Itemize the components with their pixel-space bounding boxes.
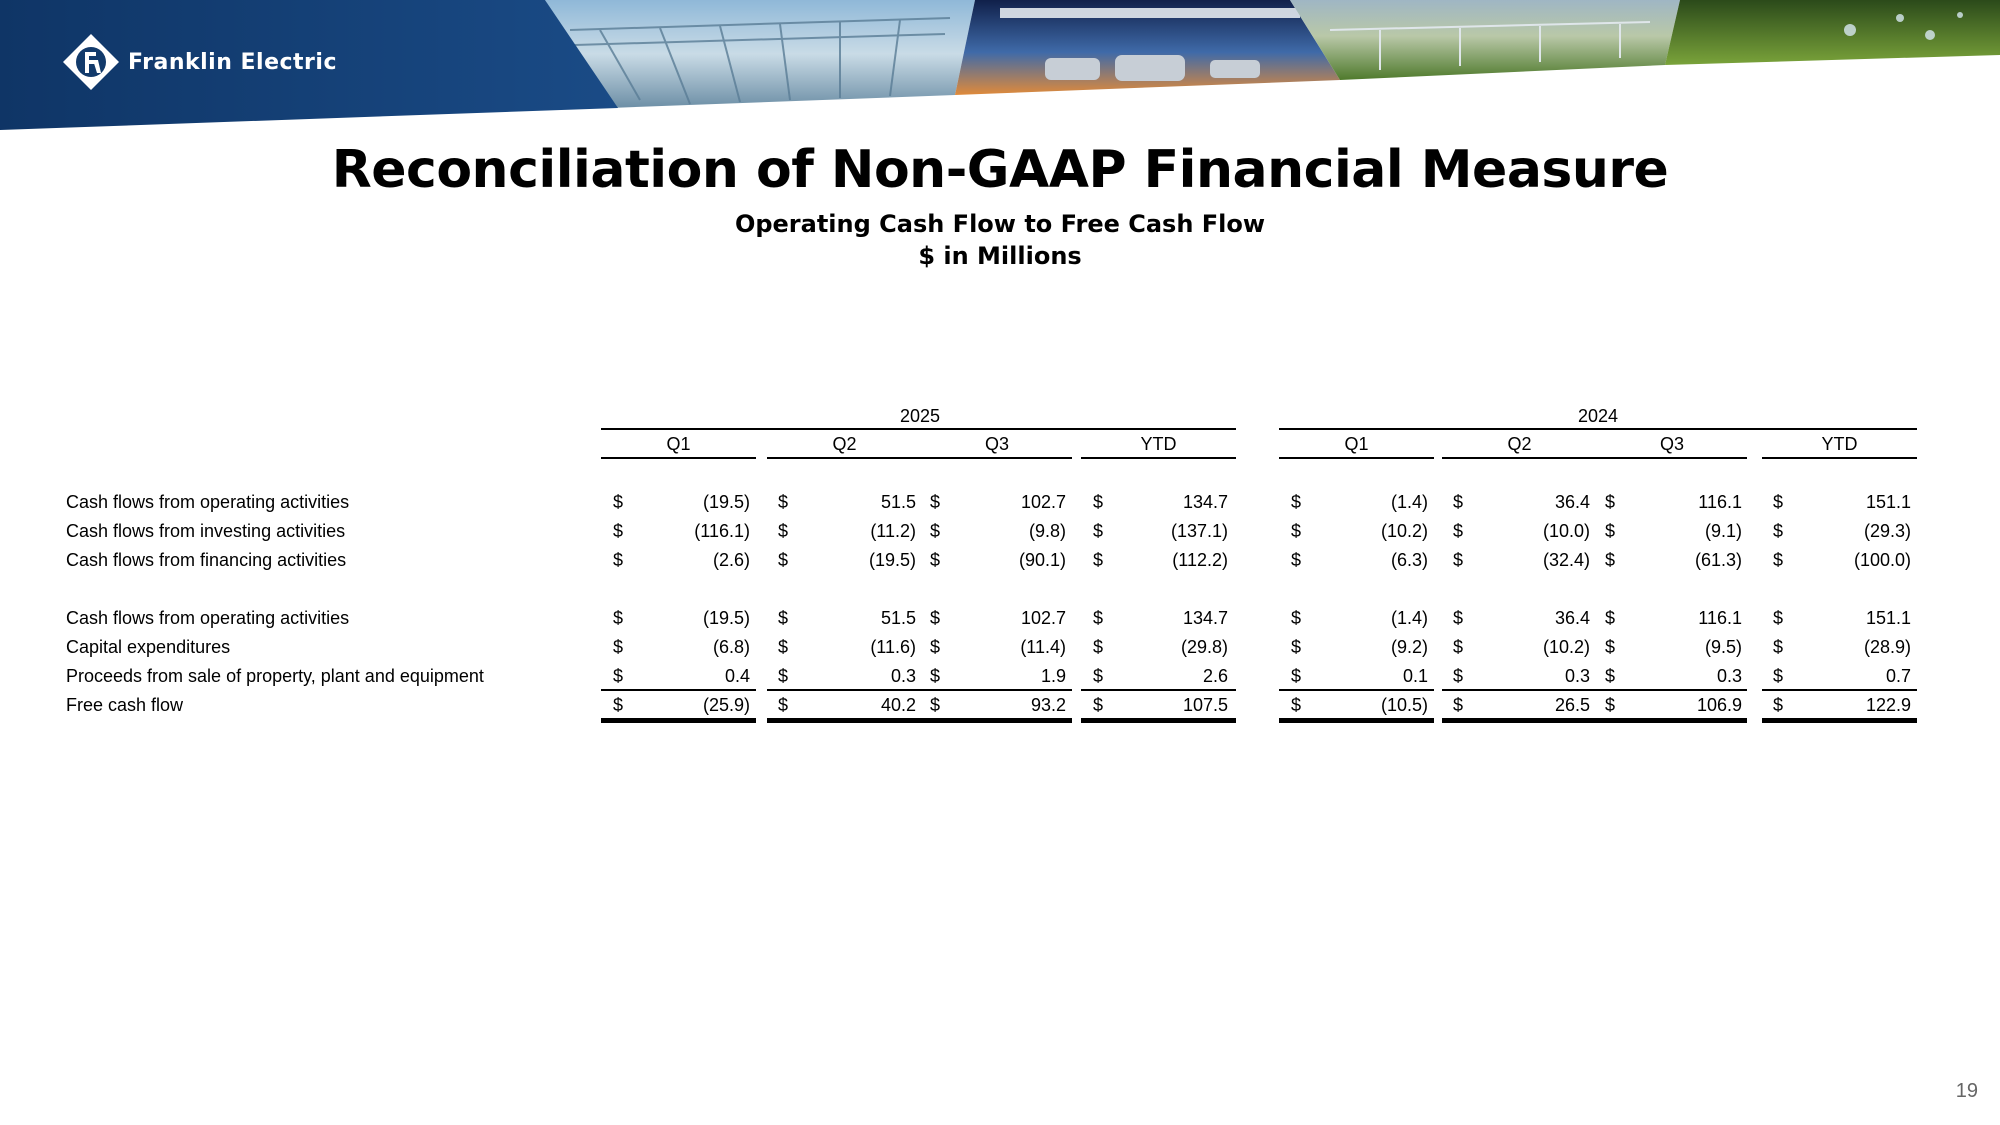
table-cell-value: (32.4)	[1542, 550, 1590, 570]
row-label: Cash flows from operating activities	[66, 492, 350, 512]
table-cell-value: (9.5)	[1704, 637, 1742, 657]
currency-symbol: $	[1453, 521, 1464, 541]
currency-symbol: $	[778, 492, 789, 512]
quarter-header: Q2	[1507, 434, 1532, 454]
table-cell-value: 116.1	[1698, 492, 1742, 512]
currency-symbol: $	[930, 521, 941, 541]
year-header-2024: 2024	[1577, 406, 1619, 426]
table-cell-value: 1.9	[1040, 666, 1066, 686]
table-cell-value: (11.6)	[870, 637, 916, 657]
currency-symbol: $	[778, 550, 789, 570]
currency-symbol: $	[1773, 608, 1784, 628]
quarter-rule	[601, 457, 756, 459]
table-cell-value: 151.1	[1865, 608, 1911, 628]
table-cell-value: (6.3)	[1390, 550, 1428, 570]
currency-symbol: $	[1093, 492, 1104, 512]
table-cell-value: 36.4	[1554, 608, 1590, 628]
table-cell-value: (19.5)	[702, 492, 750, 512]
table-cell-value: (11.2)	[870, 521, 916, 541]
table-cell-value: (90.1)	[1018, 550, 1066, 570]
currency-symbol: $	[1093, 637, 1104, 657]
currency-symbol: $	[930, 637, 941, 657]
quarter-rule	[1762, 457, 1917, 459]
currency-symbol: $	[778, 608, 789, 628]
currency-symbol: $	[1605, 637, 1616, 657]
page-title: Reconciliation of Non-GAAP Financial Measure	[331, 140, 1669, 200]
currency-symbol: $	[613, 695, 624, 715]
table-cell-value: (29.3)	[1863, 521, 1911, 541]
table-cell-value: 0.1	[1402, 666, 1428, 686]
currency-symbol: $	[1453, 608, 1464, 628]
quarter-header: Q3	[1659, 434, 1684, 454]
currency-symbol: $	[1093, 695, 1104, 715]
currency-symbol: $	[1291, 608, 1302, 628]
table-cell-value: 116.1	[1698, 608, 1742, 628]
table-cell-value: (9.2)	[1390, 637, 1428, 657]
table-cell-value: 0.4	[724, 666, 750, 686]
table-cell-value: 106.9	[1696, 695, 1742, 715]
row-label: Proceeds from sale of property, plant and equipment	[66, 666, 484, 686]
table-cell-value: 0.7	[1885, 666, 1911, 686]
table-cell-value: (10.2)	[1380, 521, 1428, 541]
row-label: Cash flows from operating activities	[66, 608, 350, 628]
currency-symbol: $	[1605, 521, 1616, 541]
row-label: Capital expenditures	[66, 637, 231, 657]
table-cell-value: 102.7	[1020, 492, 1066, 512]
table-cell-value: 102.7	[1020, 608, 1066, 628]
table-cell-value: (6.8)	[712, 637, 750, 657]
currency-symbol: $	[930, 550, 941, 570]
currency-symbol: $	[930, 695, 941, 715]
table-cell-value: (1.4)	[1390, 608, 1428, 628]
currency-symbol: $	[1773, 637, 1784, 657]
currency-symbol: $	[1453, 550, 1464, 570]
table-cell-value: (28.9)	[1863, 637, 1911, 657]
quarter-rule	[1442, 457, 1747, 459]
currency-symbol: $	[930, 608, 941, 628]
table-cell-value: (1.4)	[1390, 492, 1428, 512]
currency-symbol: $	[1291, 666, 1302, 686]
table-cell-value: 0.3	[1564, 666, 1590, 686]
currency-symbol: $	[1605, 550, 1616, 570]
subtotal-rule	[601, 689, 756, 691]
currency-symbol: $	[1453, 492, 1464, 512]
table-cell-value: 0.3	[1716, 666, 1742, 686]
currency-symbol: $	[1291, 550, 1302, 570]
table-cell-value: 134.7	[1182, 608, 1228, 628]
table-cell-value: (29.8)	[1180, 637, 1228, 657]
total-rule	[1762, 718, 1917, 723]
currency-symbol: $	[1773, 550, 1784, 570]
currency-symbol: $	[1093, 666, 1104, 686]
currency-symbol: $	[1291, 695, 1302, 715]
currency-symbol: $	[1093, 521, 1104, 541]
table-cell-value: (10.5)	[1380, 695, 1428, 715]
row-label: Cash flows from investing activities	[66, 521, 346, 541]
currency-symbol: $	[1773, 695, 1784, 715]
page-number: 19	[1955, 1080, 1978, 1102]
subtotal-rule	[1279, 689, 1434, 691]
year-rule-2024	[1279, 428, 1917, 430]
subtotal-rule	[1442, 689, 1747, 691]
table-cell-value: 151.1	[1865, 492, 1911, 512]
subtotal-rule	[1762, 689, 1917, 691]
currency-symbol: $	[1605, 695, 1616, 715]
table-cell-value: (100.0)	[1853, 550, 1911, 570]
table-cell-value: (2.6)	[712, 550, 750, 570]
table-cell-value: (19.5)	[702, 608, 750, 628]
currency-symbol: $	[1291, 637, 1302, 657]
currency-symbol: $	[778, 695, 789, 715]
quarter-header: YTD	[1140, 434, 1177, 454]
currency-symbol: $	[1605, 492, 1616, 512]
currency-symbol: $	[930, 666, 941, 686]
units-label: $ in Millions	[918, 242, 1082, 270]
currency-symbol: $	[1093, 608, 1104, 628]
currency-symbol: $	[778, 637, 789, 657]
table-cell-value: (19.5)	[868, 550, 916, 570]
currency-symbol: $	[613, 492, 624, 512]
table-cell-value: 2.6	[1202, 666, 1228, 686]
quarter-header: Q1	[1344, 434, 1369, 454]
total-rule	[767, 718, 1072, 723]
currency-symbol: $	[778, 521, 789, 541]
table-cell-value: (10.2)	[1542, 637, 1590, 657]
table-cell-value: (137.1)	[1170, 521, 1228, 541]
total-rule	[1279, 718, 1434, 723]
currency-symbol: $	[1453, 666, 1464, 686]
table-cell-value: (9.1)	[1704, 521, 1742, 541]
quarter-header: Q2	[832, 434, 857, 454]
currency-symbol: $	[778, 666, 789, 686]
subtotal-rule	[767, 689, 1072, 691]
table-cell-value: 122.9	[1865, 695, 1911, 715]
year-header-2025: 2025	[899, 406, 941, 426]
currency-symbol: $	[613, 666, 624, 686]
table-cell-value: (61.3)	[1694, 550, 1742, 570]
total-rule	[601, 718, 756, 723]
currency-symbol: $	[1605, 666, 1616, 686]
table-cell-value: 134.7	[1182, 492, 1228, 512]
table-cell-value: 51.5	[880, 492, 916, 512]
currency-symbol: $	[1093, 550, 1104, 570]
table-cell-value: 93.2	[1030, 695, 1066, 715]
currency-symbol: $	[1291, 492, 1302, 512]
quarter-rule	[767, 457, 1072, 459]
table-cell-value: 107.5	[1182, 695, 1228, 715]
table-cell-value: 26.5	[1554, 695, 1590, 715]
table-cell-value: (112.2)	[1172, 550, 1228, 570]
currency-symbol: $	[613, 521, 624, 541]
total-rule	[1442, 718, 1747, 723]
currency-symbol: $	[613, 550, 624, 570]
quarter-rule	[1279, 457, 1434, 459]
currency-symbol: $	[1773, 492, 1784, 512]
table-cell-value: 51.5	[880, 608, 916, 628]
currency-symbol: $	[613, 608, 624, 628]
table-cell-value: (11.4)	[1020, 637, 1066, 657]
currency-symbol: $	[1453, 695, 1464, 715]
currency-symbol: $	[613, 637, 624, 657]
currency-symbol: $	[1291, 521, 1302, 541]
currency-symbol: $	[1453, 637, 1464, 657]
page-subtitle: Operating Cash Flow to Free Cash Flow	[734, 210, 1266, 238]
brand-name: Franklin Electric	[128, 49, 337, 75]
table-cell-value: 36.4	[1554, 492, 1590, 512]
year-rule-2025	[601, 428, 1236, 430]
currency-symbol: $	[1773, 521, 1784, 541]
total-rule	[1081, 718, 1236, 723]
subtotal-rule	[1081, 689, 1236, 691]
table-cell-value: (25.9)	[702, 695, 750, 715]
table-cell-value: 0.3	[890, 666, 916, 686]
quarter-header: YTD	[1821, 434, 1858, 454]
currency-symbol: $	[930, 492, 941, 512]
quarter-rule	[1081, 457, 1236, 459]
currency-symbol: $	[1773, 666, 1784, 686]
currency-symbol: $	[1605, 608, 1616, 628]
table-cell-value: 40.2	[880, 695, 916, 715]
row-label: Cash flows from financing activities	[66, 550, 347, 570]
row-label: Free cash flow	[66, 695, 184, 715]
quarter-header: Q3	[984, 434, 1009, 454]
table-cell-value: (10.0)	[1542, 521, 1590, 541]
table-cell-value: (9.8)	[1028, 521, 1066, 541]
quarter-header: Q1	[666, 434, 691, 454]
table-cell-value: (116.1)	[694, 521, 750, 541]
